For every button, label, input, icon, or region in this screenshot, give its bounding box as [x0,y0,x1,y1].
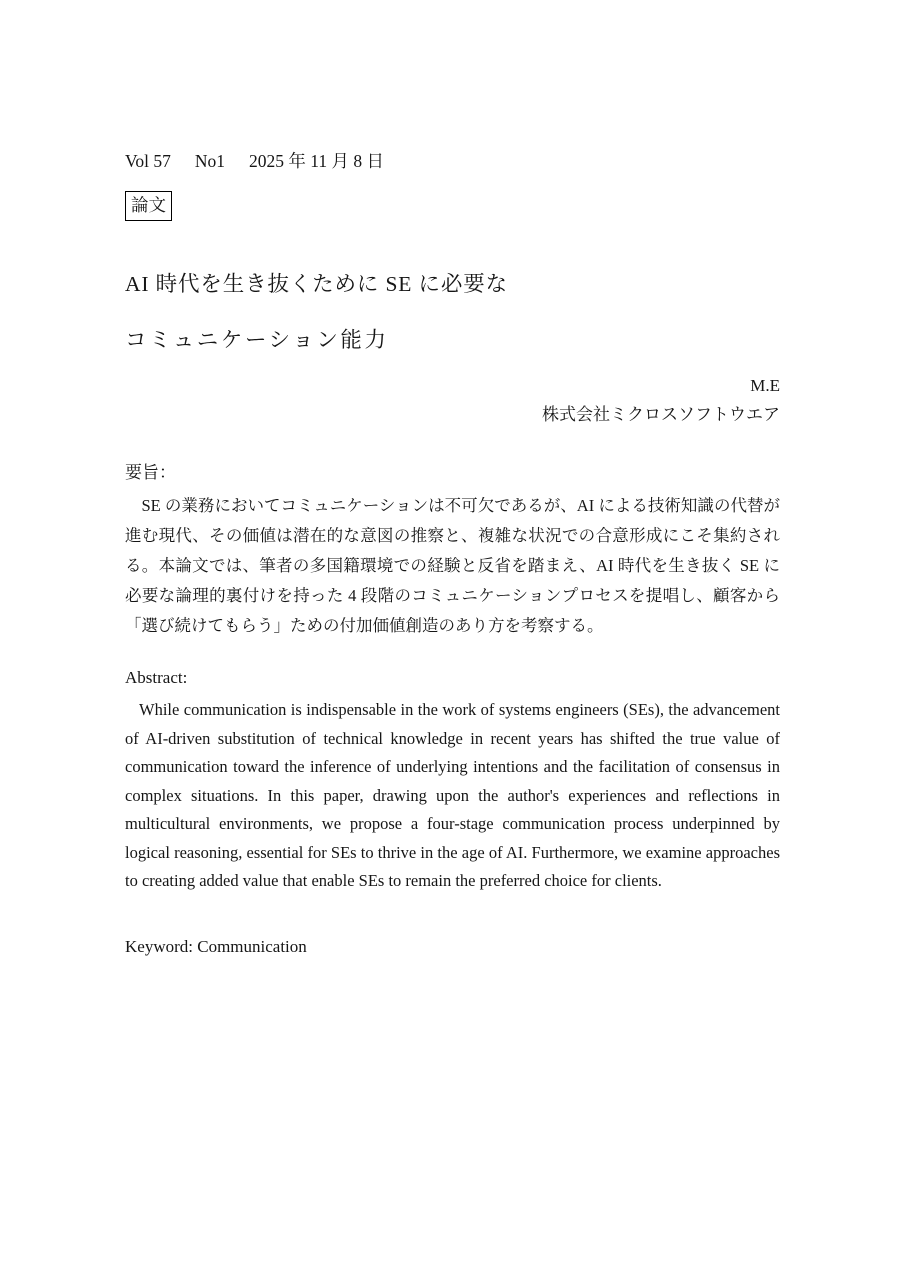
author-name: M.E [750,376,780,395]
article-type-badge: 論文 [125,191,172,221]
abstract-ja-heading: 要旨： [125,463,176,482]
author-affiliation: 株式会社ミクロスソフトウエア [542,405,780,424]
abstract-ja-body: SE の業務においてコミュニケーションは不可欠であるが、AI による技術知識の代替が進む現代、その価値は潜在的な意図の推察と、複雑な状況での合意形成にこそ集約される。本論文では、筆者の多国籍環境での経験と反省を踏まえ、AI 時代を生き抜く SE に必要な論理的裏付けを持った 4 段階のコミュニケーションプロセスを提唱し、顧客から「選び続けてもらう」ための付加価値創造のあり方を考察する。 [125,496,781,635]
abstract-en-heading: Abstract: [125,668,188,687]
journal-issue-number: No1 [194,151,226,171]
abstract-en-body: While communication is indispensable in the work of systems engineers (SEs), the advancement of AI-driven substitution of technical knowledge in recent years has shifted the true value of communication toward the inference of underlying intentions and the facilitation of consensus in complex situations. In this paper, drawing upon the author's experiences and reflections in multicultural environments, we propose a four-stage communication process underpinned by logical reasoning, essential for SEs to thrive in the age of AI. Furthermore, we examine approaches to creating added value that enable SEs to remain the preferred choice for clients. [125,700,780,890]
keyword-line: Keyword: Communication [125,936,307,956]
journal-info [125,150,780,172]
paper-title-line2: コミュニケーション能力 [125,328,389,352]
abstract-ja-section [125,462,780,641]
journal-date: 2025 年 11 月 8 日 [249,151,384,171]
journal-volume: Vol 57 [125,151,171,171]
author-block [125,371,780,429]
paper-title [125,273,780,351]
paper-title-line1: AI 時代を生き抜くために SE に必要な [125,272,508,296]
abstract-en-section [125,667,780,896]
